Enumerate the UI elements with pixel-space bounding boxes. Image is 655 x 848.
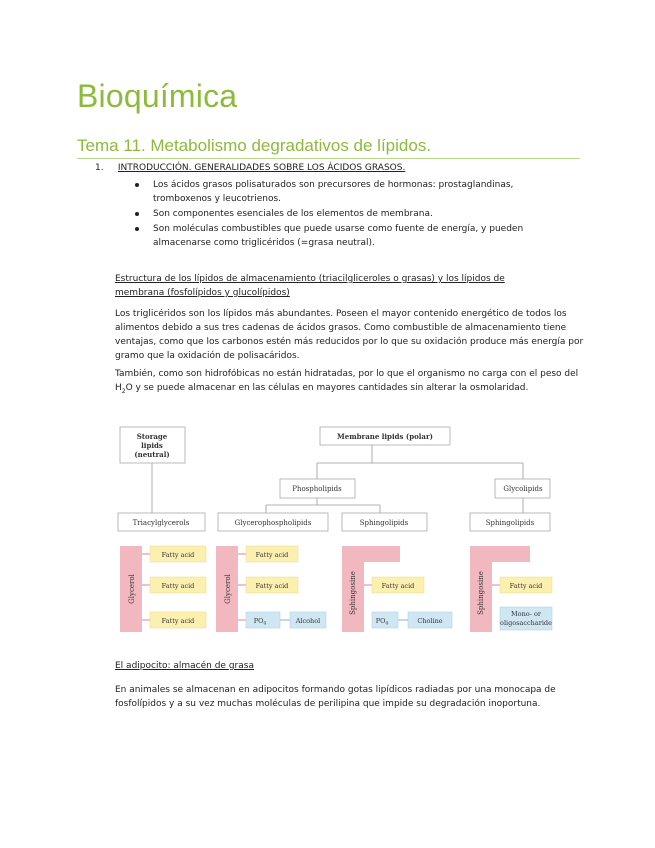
text-run: O y se puede almacenar en las células en mayores cantidades sin alterar la osmolaridad. bbox=[125, 383, 529, 393]
label-triacylglycerols: Triacylglycerols bbox=[132, 519, 190, 527]
section-number: 1. bbox=[95, 163, 104, 173]
label-oligosaccharide: oligosaccharide bbox=[500, 619, 552, 627]
class-boxes bbox=[118, 427, 550, 531]
label-sphingolipids: Sphingolipids bbox=[359, 519, 409, 527]
document-title: Bioquímica bbox=[77, 78, 238, 114]
label-sphingosine: Sphingosine bbox=[349, 571, 357, 615]
label-glycolipids: Glycolipids bbox=[503, 485, 543, 493]
list-item: Son moléculas combustibles que puede usarse como fuente de energía, y pueden almacenarse como triglicéridos (=grasa neutral). bbox=[135, 222, 555, 250]
label-sphingolipids: Sphingolipids bbox=[485, 519, 535, 527]
bullet-list bbox=[135, 178, 555, 251]
title-divider bbox=[77, 158, 580, 159]
list-item: Los ácidos grasos polisaturados son precursores de hormonas: prostaglandinas, tromboxenos y leucotrienos. bbox=[135, 178, 555, 206]
label-fatty-acid: Fatty acid bbox=[161, 582, 195, 590]
label-po4: $PO_4$ bbox=[375, 617, 389, 627]
paragraph-triglycerides: Los triglicéridos son los lípidos más abundantes. Poseen el mayor contenido energético de todos los alimentos debido a sus tres cadenas de ácidos grasos. Como combustible de almacenamiento tiene ventajas, como que los carbonos estén más reducidos por lo que su oxidación produce más energía por gramo que la oxidación de polisacáridos. bbox=[115, 309, 584, 361]
chapter-title: Tema 11. Metabolismo degradativos de lípidos. bbox=[77, 136, 432, 155]
label-choline: Choline bbox=[417, 617, 443, 625]
text-run: También, como son hidrofóbicas no están hidratadas, por lo que el organismo no carga con el peso del H bbox=[115, 369, 579, 393]
label-storage-1: Storage bbox=[136, 432, 168, 441]
label-phospholipids: Phospholipids bbox=[292, 485, 342, 493]
label-alcohol: Alcohol bbox=[295, 617, 321, 625]
label-fatty-acid: Fatty acid bbox=[381, 582, 415, 590]
label-glycerol: Glycerol bbox=[128, 574, 136, 604]
paragraph-adipocyte: En animales se almacenan en adipocitos formando gotas lipídicos radiadas por una monocapa de fosfolípidos y a su vez muchas moléculas de perilipina que impide su degradación inoportuna. bbox=[115, 685, 556, 709]
label-fatty-acid: Fatty acid bbox=[161, 551, 195, 559]
subsection-heading-adipocyte: El adipocito: almacén de grasa bbox=[115, 661, 254, 671]
glycerophospholipid-diagram bbox=[216, 546, 326, 632]
label-glycerol: Glycerol bbox=[224, 574, 232, 604]
label-fatty-acid: Fatty acid bbox=[255, 582, 289, 590]
label-storage-2: lipids bbox=[141, 441, 163, 450]
label-mono-or: Mono- or bbox=[511, 610, 541, 618]
subscript: 2 bbox=[121, 387, 126, 395]
label-fatty-acid: Fatty acid bbox=[509, 582, 543, 590]
triacylglycerol-diagram bbox=[120, 546, 206, 632]
label-po4: $PO_4$ bbox=[253, 617, 267, 627]
glycolipid-diagram bbox=[470, 546, 552, 632]
label-glycerophospholipids: Glycerophospholipids bbox=[234, 519, 312, 527]
lipid-classification-figure bbox=[110, 423, 555, 638]
sphingophospholipid-diagram bbox=[342, 546, 452, 632]
label-sphingosine: Sphingosine bbox=[477, 571, 485, 615]
label-fatty-acid: Fatty acid bbox=[255, 551, 289, 559]
section-heading-text: INTRODUCCIÓN. GENERALIDADES SOBRE LOS ÁCIDOS GRASOS. bbox=[117, 163, 406, 173]
section-heading-1 bbox=[95, 163, 405, 173]
label-fatty-acid: Fatty acid bbox=[161, 617, 195, 625]
list-item: Son componentes esenciales de los elementos de membrana. bbox=[135, 207, 555, 221]
label-membrane-lipids: Membrane lipids (polar) bbox=[337, 432, 433, 441]
label-storage-3: (neutral) bbox=[134, 450, 170, 459]
paragraph-hydrophobic bbox=[115, 367, 585, 399]
subsection-heading-structure: Estructura de los lípidos de almacenamiento (triacilgliceroles o grasas) y los lípidos de membrana (fosfolípidos y glucolípidos) bbox=[115, 274, 505, 298]
